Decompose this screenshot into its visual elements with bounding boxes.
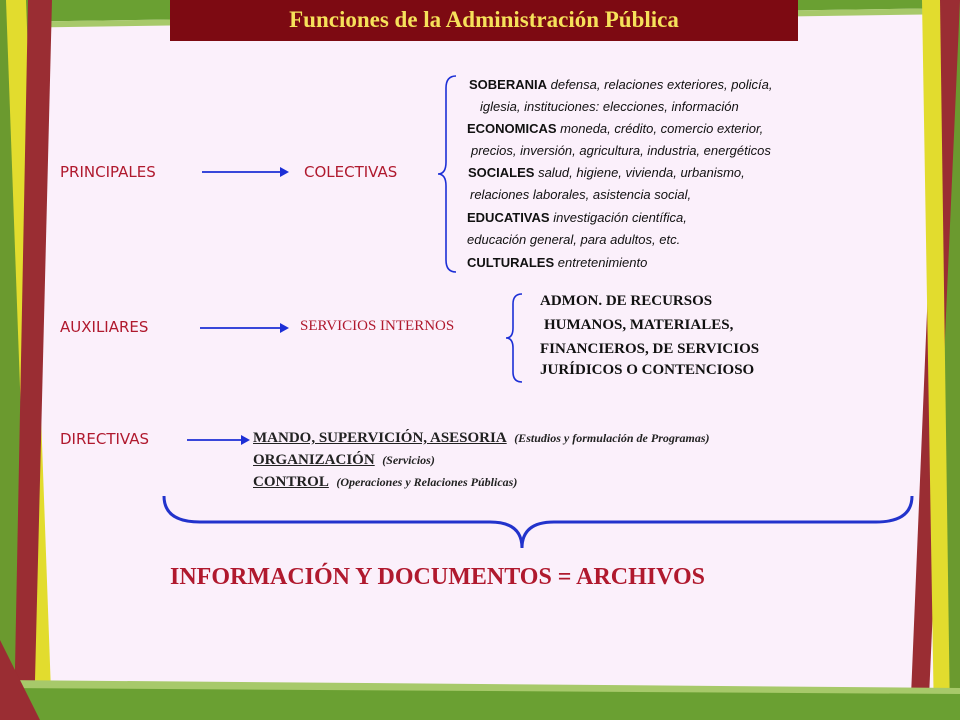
arrow-principales xyxy=(200,164,290,180)
colectivas-line-9: CULTURALES entretenimiento xyxy=(467,255,648,270)
servicios-line-1: ADMON. DE RECURSOS xyxy=(540,293,713,309)
arrow-directivas xyxy=(185,432,251,448)
page-title: Funciones de la Administración Pública xyxy=(170,0,798,41)
directivas-line-1: MANDO, SUPERVICIÓN, ASESORIA (Estudios y formulación de Programas) xyxy=(253,430,710,446)
target-colectivas: COLECTIVAS xyxy=(304,163,398,181)
conclusion-text: INFORMACIÓN Y DOCUMENTOS = ARCHIVOS xyxy=(170,564,706,590)
directivas-line-2: ORGANIZACIÓN (Servicios) xyxy=(253,452,435,468)
colectivas-line-7: EDUCATIVAS investigación científica, xyxy=(467,210,687,225)
colectivas-line-3: ECONOMICAS moneda, crédito, comercio exterior, xyxy=(467,121,764,136)
label-directivas: DIRECTIVAS xyxy=(60,430,150,448)
colectivas-line-5: SOCIALES salud, higiene, vivienda, urbanismo, xyxy=(468,165,745,180)
label-auxiliares: AUXILIARES xyxy=(60,318,149,336)
colectivas-line-2: iglesia, instituciones: elecciones, información xyxy=(480,99,739,114)
servicios-line-3: FINANCIEROS, DE SERVICIOS xyxy=(540,341,760,357)
brace-colectivas xyxy=(436,72,460,276)
colectivas-line-1: SOBERANIA defensa, relaciones exteriores, policía, xyxy=(469,77,773,92)
arrow-auxiliares xyxy=(198,320,290,336)
label-principales: PRINCIPALES xyxy=(60,163,156,181)
brace-servicios xyxy=(504,290,526,386)
colectivas-line-8: educación general, para adultos, etc. xyxy=(467,232,681,247)
colectivas-line-4: precios, inversión, agricultura, industria, energéticos xyxy=(471,143,771,158)
brace-summary xyxy=(160,492,920,552)
colectivas-line-6: relaciones laborales, asistencia social, xyxy=(470,187,692,202)
servicios-line-2: HUMANOS, MATERIALES, xyxy=(544,317,734,333)
servicios-line-4: JURÍDICOS O CONTENCIOSO xyxy=(540,362,755,378)
target-servicios-internos: SERVICIOS INTERNOS xyxy=(300,318,455,334)
directivas-line-3: CONTROL (Operaciones y Relaciones Públicas) xyxy=(253,474,518,490)
